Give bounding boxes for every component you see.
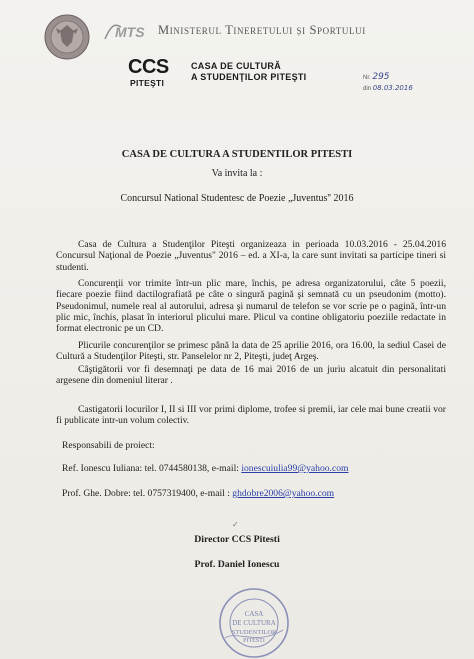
mts-logo-icon — [103, 19, 151, 43]
pen-mark: ✓ — [232, 520, 239, 529]
government-seal-icon — [44, 14, 90, 60]
reg-nr-value: 295 — [372, 72, 390, 82]
signature-title: Director CCS Pitesti — [194, 534, 280, 545]
paragraph-prizes: Castigatorii locurilor I, II si III vor primi diplome, trofee si premii, iar cele mai bune creatii vor fi publicate intr-un volum colectiv. — [56, 404, 446, 427]
paragraph-intro: Casa de Cultura a Studenţilor Piteşti organizeaza in perioada 10.03.2016 - 25.04.2016 Concursul Naţional de Poezie „Juventus" 2016 – ed. a XI-a, la care sunt invitati sa participe tineri si studenti. — [56, 239, 446, 273]
paragraph-winners-date: Câştigătorii vor fi desemnaţi pe data de 16 mai 2016 de un juriu alcatuit din personalitati argesene din domeniul literar . — [56, 364, 446, 387]
registration-number — [363, 72, 413, 94]
contact-line-ionescu — [62, 463, 348, 474]
house-name-line1: CASA DE CULTURĂ — [191, 61, 281, 71]
reg-nr-label: Nr. — [363, 75, 371, 81]
stamp-text-studentilor: STUDENTILOR — [231, 629, 277, 636]
paragraph-rules: Concurenţii vor trimite într-un plic mare, închis, pe adresa organizatorului, câte 5 poezii, fiecare poezie fiind dactilografiată pe câte o singură pagină şi semnată cu un pseudonim (motto). Pseudonimul, numele real al autorului, adresa şi numarul de telefon se vor scrie pe o pagină, într-un plic mic, închis, plasat în interiorul plicului mare. Plicul va contine obligatoriu poeziile redactate in format electronic pe un CD. — [56, 278, 446, 335]
mts-logo-text: MTS — [115, 24, 145, 40]
responsible-label: Responsabili de proiect: — [62, 440, 155, 451]
contact-text: Prof. Ghe. Dobre: tel. 0757319400, e-mail : — [62, 488, 233, 499]
invite-line: Va invita la : — [211, 168, 263, 179]
stamp-text-pitesti: PITESTI — [243, 638, 265, 644]
contact-text: Ref. Ionescu Iuliana: tel. 0744580138, e-mail: — [62, 463, 242, 474]
house-name-line2: A STUDENŢILOR PITEŞTI — [191, 72, 307, 82]
official-stamp-icon — [217, 586, 291, 659]
reg-date-value: 08.03.2016 — [372, 84, 413, 92]
contact-line-dobre — [62, 488, 334, 499]
ministry-name: Ministerul Tineretului și Sportului — [158, 23, 366, 37]
stamp-text-cultura: DE CULTURA — [232, 619, 276, 627]
ccs-logo-city: PITEŞTI — [130, 78, 165, 88]
email-link-ionescu[interactable]: ionescuiulia99@yahoo.com — [241, 463, 349, 474]
ccs-logo — [128, 57, 174, 93]
reg-date-label: din — [363, 86, 372, 92]
document-title: CASA DE CULTURA A STUDENTILOR PITESTI — [121, 149, 353, 160]
stamp-text-casa: CASA — [244, 610, 264, 618]
ccs-logo-letters: CCS — [128, 56, 169, 78]
contest-name: Concursul National Studentesc de Poezie „Juventus'' 2016 — [120, 193, 354, 204]
email-link-dobre[interactable]: ghdobre2006@yahoo.com — [232, 488, 335, 499]
signature-name: Prof. Daniel Ionescu — [194, 559, 280, 570]
paragraph-deadline: Plicurile concurenţilor se primesc până la data de 25 aprilie 2016, ora 16.00, la sediul Casei de Cultură a Studenţilor Piteşti, str. Panselelor nr 2, Piteşti, judeţ Argeş. — [56, 340, 446, 363]
house-name — [191, 61, 306, 83]
